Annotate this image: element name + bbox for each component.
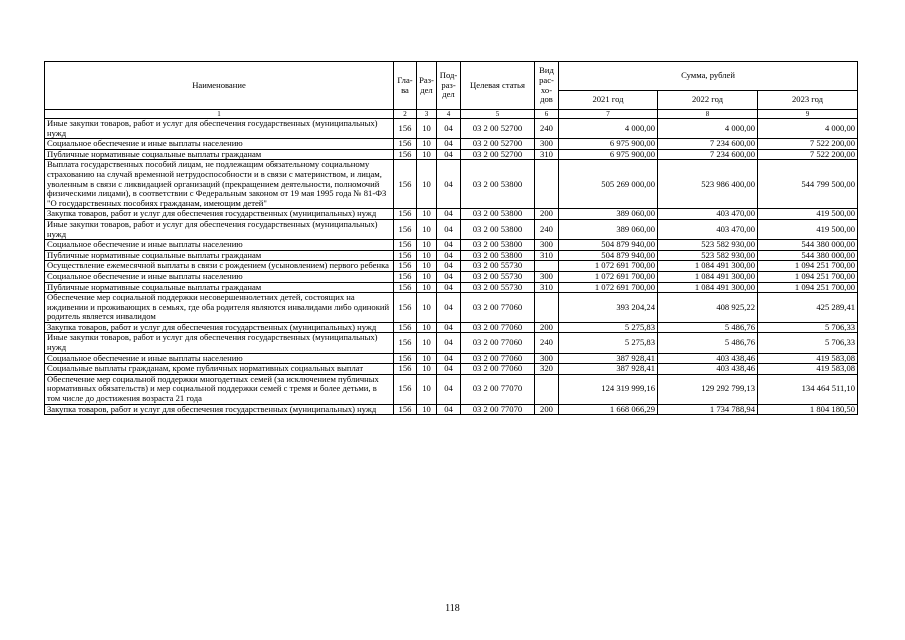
row-sum-2022: 403 438,46 [658,364,758,375]
row-name: Иные закупки товаров, работ и услуг для обеспечения государственных (муниципальных) нужд [45,219,394,239]
row-name: Социальное обеспечение и иные выплаты населению [45,353,394,364]
row-sum-2023: 134 464 511,10 [758,374,858,404]
row-sum-2021: 504 879 940,00 [559,250,658,261]
row-target: 03 2 00 77060 [461,322,535,333]
row-target: 03 2 00 77060 [461,293,535,323]
row-sum-2021: 5 275,83 [559,322,658,333]
row-podrazdel: 04 [437,353,461,364]
row-vid: 200 [535,209,559,220]
row-sum-2023: 7 522 200,00 [758,149,858,160]
row-podrazdel: 04 [437,119,461,139]
row-podrazdel: 04 [437,139,461,150]
row-target: 03 2 00 77070 [461,404,535,415]
row-name: Публичные нормативные социальные выплаты гражданам [45,149,394,160]
row-glava: 156 [394,333,417,353]
row-razdel: 10 [417,404,437,415]
row-vid: 300 [535,139,559,150]
row-sum-2021: 1 668 066,29 [559,404,658,415]
table-row [45,240,858,251]
row-vid [535,261,559,272]
header-2021: 2021 год [559,91,658,110]
row-sum-2022: 1 084 491 300,00 [658,271,758,282]
row-razdel: 10 [417,119,437,139]
row-sum-2021: 387 928,41 [559,353,658,364]
row-razdel: 10 [417,250,437,261]
row-podrazdel: 04 [437,322,461,333]
row-target: 03 2 00 77060 [461,333,535,353]
row-podrazdel: 04 [437,374,461,404]
row-razdel: 10 [417,364,437,375]
row-target: 03 2 00 53800 [461,219,535,239]
row-target: 03 2 00 52700 [461,119,535,139]
row-target: 03 2 00 55730 [461,261,535,272]
row-sum-2022: 403 470,00 [658,209,758,220]
row-vid [535,374,559,404]
column-number: 5 [461,110,535,119]
row-sum-2022: 7 234 600,00 [658,139,758,150]
row-vid: 240 [535,119,559,139]
column-number: 6 [535,110,559,119]
row-sum-2023: 544 380 000,00 [758,240,858,251]
row-vid: 310 [535,149,559,160]
header-name: Наименование [45,62,394,110]
row-name: Выплата государственных пособий лицам, не подлежащим обязательному социальному страхованию на случай временной нетрудоспособности и в связи с материнством, и лицам, уволенным в связи с ликвидацией организаций (прекращением деятельности, полномочий физическими лицами), в соответствии с Федеральным законом от 19 мая 1995 года № 81-ФЗ "О государственных пособиях гражданам, имеющим детей" [45,160,394,209]
row-sum-2021: 6 975 900,00 [559,139,658,150]
row-podrazdel: 04 [437,271,461,282]
column-number: 1 [45,110,394,119]
row-podrazdel: 04 [437,282,461,293]
row-sum-2023: 1 094 251 700,00 [758,261,858,272]
row-sum-2022: 403 470,00 [658,219,758,239]
row-sum-2021: 389 060,00 [559,209,658,220]
row-glava: 156 [394,353,417,364]
row-sum-2023: 1 094 251 700,00 [758,271,858,282]
table-row [45,250,858,261]
row-podrazdel: 04 [437,149,461,160]
row-target: 03 2 00 55730 [461,271,535,282]
row-podrazdel: 04 [437,333,461,353]
row-vid: 300 [535,240,559,251]
row-razdel: 10 [417,261,437,272]
row-vid: 240 [535,219,559,239]
row-podrazdel: 04 [437,404,461,415]
row-podrazdel: 04 [437,261,461,272]
row-sum-2023: 544 799 500,00 [758,160,858,209]
row-target: 03 2 00 77060 [461,364,535,375]
row-sum-2022: 403 438,46 [658,353,758,364]
table-row [45,219,858,239]
column-number-row [45,110,858,119]
row-name: Социальное обеспечение и иные выплаты населению [45,139,394,150]
table-row [45,364,858,375]
row-glava: 156 [394,404,417,415]
header-target: Целевая статья [461,62,535,110]
row-sum-2023: 4 000,00 [758,119,858,139]
row-vid: 200 [535,322,559,333]
table-row [45,282,858,293]
row-sum-2021: 124 319 999,16 [559,374,658,404]
row-sum-2021: 1 072 691 700,00 [559,282,658,293]
row-razdel: 10 [417,240,437,251]
table-row [45,293,858,323]
header-glava: Гла-ва [394,62,417,110]
header-podrazdel: Под-раз-дел [437,62,461,110]
table-row [45,149,858,160]
row-sum-2023: 1 804 180,50 [758,404,858,415]
row-sum-2022: 523 986 400,00 [658,160,758,209]
header-vid: Вид рас-хо-дов [535,62,559,110]
row-sum-2021: 1 072 691 700,00 [559,271,658,282]
row-vid: 310 [535,282,559,293]
row-sum-2023: 419 500,00 [758,209,858,220]
row-glava: 156 [394,240,417,251]
table-row [45,139,858,150]
row-razdel: 10 [417,209,437,220]
row-glava: 156 [394,149,417,160]
table-row [45,353,858,364]
row-sum-2022: 129 292 799,13 [658,374,758,404]
row-sum-2022: 408 925,22 [658,293,758,323]
column-number: 3 [417,110,437,119]
row-sum-2021: 389 060,00 [559,219,658,239]
column-number: 9 [758,110,858,119]
row-sum-2023: 7 522 200,00 [758,139,858,150]
row-target: 03 2 00 53800 [461,160,535,209]
row-razdel: 10 [417,219,437,239]
header-razdel: Раз-дел [417,62,437,110]
row-sum-2022: 523 582 930,00 [658,240,758,251]
row-sum-2023: 1 094 251 700,00 [758,282,858,293]
row-sum-2022: 7 234 600,00 [658,149,758,160]
row-sum-2021: 505 269 000,00 [559,160,658,209]
row-glava: 156 [394,293,417,323]
table-row [45,209,858,220]
row-razdel: 10 [417,160,437,209]
row-sum-2023: 5 706,33 [758,322,858,333]
row-podrazdel: 04 [437,219,461,239]
row-target: 03 2 00 52700 [461,139,535,150]
row-name: Социальное обеспечение и иные выплаты населению [45,240,394,251]
row-target: 03 2 00 77070 [461,374,535,404]
row-vid [535,160,559,209]
table-row [45,271,858,282]
column-number: 4 [437,110,461,119]
row-glava: 156 [394,160,417,209]
row-glava: 156 [394,139,417,150]
row-podrazdel: 04 [437,240,461,251]
table-row [45,261,858,272]
row-sum-2021: 1 072 691 700,00 [559,261,658,272]
row-sum-2022: 1 084 491 300,00 [658,261,758,272]
row-name: Закупка товаров, работ и услуг для обеспечения государственных (муниципальных) нужд [45,209,394,220]
table-row [45,160,858,209]
row-podrazdel: 04 [437,160,461,209]
row-glava: 156 [394,322,417,333]
row-name: Социальные выплаты гражданам, кроме публичных нормативных социальных выплат [45,364,394,375]
row-name: Осуществление ежемесячной выплаты в связи с рождением (усыновлением) первого ребенка [45,261,394,272]
row-vid: 240 [535,333,559,353]
row-glava: 156 [394,219,417,239]
row-podrazdel: 04 [437,293,461,323]
header-sum: Сумма, рублей [559,62,858,91]
row-podrazdel: 04 [437,250,461,261]
row-razdel: 10 [417,353,437,364]
row-glava: 156 [394,250,417,261]
header-2023: 2023 год [758,91,858,110]
row-name: Обеспечение мер социальной поддержки многодетных семей (за исключением публичных нормативных обязательств) и мер социальной поддержки семей с тремя и более детьми, в том числе до достижения возраста 21 года [45,374,394,404]
row-name: Обеспечение мер социальной поддержки несовершеннолетних детей, состоящих на иждивении и проживающих в семьях, где оба родителя являются инвалидами либо одинокий родитель является инвалидом [45,293,394,323]
table-row [45,119,858,139]
row-podrazdel: 04 [437,209,461,220]
row-glava: 156 [394,119,417,139]
row-glava: 156 [394,282,417,293]
row-sum-2023: 5 706,33 [758,333,858,353]
row-target: 03 2 00 53800 [461,209,535,220]
row-sum-2022: 5 486,76 [658,322,758,333]
row-vid: 320 [535,364,559,375]
row-vid: 300 [535,353,559,364]
row-podrazdel: 04 [437,364,461,375]
row-name: Публичные нормативные социальные выплаты гражданам [45,282,394,293]
row-sum-2021: 4 000,00 [559,119,658,139]
row-razdel: 10 [417,139,437,150]
row-sum-2021: 5 275,83 [559,333,658,353]
row-vid: 300 [535,271,559,282]
header-2022: 2022 год [658,91,758,110]
column-number: 2 [394,110,417,119]
row-vid [535,293,559,323]
row-razdel: 10 [417,322,437,333]
row-sum-2023: 425 289,41 [758,293,858,323]
row-name: Публичные нормативные социальные выплаты гражданам [45,250,394,261]
budget-table [44,61,858,415]
row-name: Иные закупки товаров, работ и услуг для обеспечения государственных (муниципальных) нужд [45,119,394,139]
page-number: 118 [445,603,460,614]
row-sum-2023: 419 583,08 [758,364,858,375]
row-glava: 156 [394,209,417,220]
row-sum-2023: 419 583,08 [758,353,858,364]
row-name: Иные закупки товаров, работ и услуг для обеспечения государственных (муниципальных) нужд [45,333,394,353]
row-sum-2022: 5 486,76 [658,333,758,353]
table-row [45,404,858,415]
row-glava: 156 [394,374,417,404]
column-number: 7 [559,110,658,119]
row-razdel: 10 [417,333,437,353]
row-target: 03 2 00 77060 [461,353,535,364]
row-vid: 310 [535,250,559,261]
row-sum-2021: 6 975 900,00 [559,149,658,160]
row-vid: 200 [535,404,559,415]
row-glava: 156 [394,271,417,282]
row-sum-2022: 523 582 930,00 [658,250,758,261]
row-razdel: 10 [417,271,437,282]
row-target: 03 2 00 55730 [461,282,535,293]
row-sum-2022: 1 734 788,94 [658,404,758,415]
row-glava: 156 [394,261,417,272]
row-sum-2022: 1 084 491 300,00 [658,282,758,293]
row-glava: 156 [394,364,417,375]
row-razdel: 10 [417,374,437,404]
table-row [45,374,858,404]
row-sum-2021: 504 879 940,00 [559,240,658,251]
row-sum-2021: 387 928,41 [559,364,658,375]
row-razdel: 10 [417,149,437,160]
row-target: 03 2 00 53800 [461,250,535,261]
row-razdel: 10 [417,293,437,323]
table-row [45,333,858,353]
table-row [45,322,858,333]
row-target: 03 2 00 53800 [461,240,535,251]
row-razdel: 10 [417,282,437,293]
row-name: Закупка товаров, работ и услуг для обеспечения государственных (муниципальных) нужд [45,404,394,415]
row-sum-2021: 393 204,24 [559,293,658,323]
row-sum-2023: 544 380 000,00 [758,250,858,261]
row-sum-2022: 4 000,00 [658,119,758,139]
row-sum-2023: 419 500,00 [758,219,858,239]
row-name: Социальное обеспечение и иные выплаты населению [45,271,394,282]
row-name: Закупка товаров, работ и услуг для обеспечения государственных (муниципальных) нужд [45,322,394,333]
row-target: 03 2 00 52700 [461,149,535,160]
column-number: 8 [658,110,758,119]
